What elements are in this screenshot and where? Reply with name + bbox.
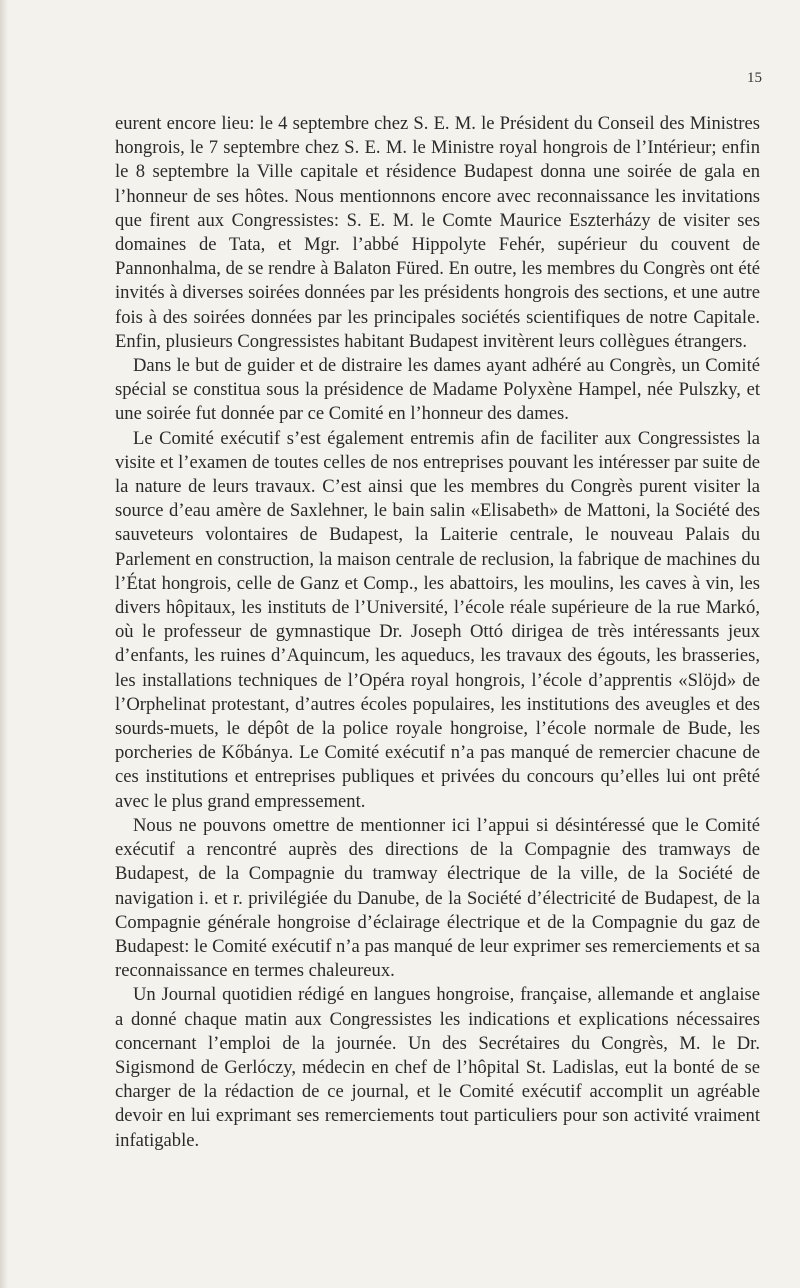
paragraph-2: Dans le but de guider et de distraire les dames ayant adhéré au Congrès, un Comité spécial se constitua sous la présidence de Madame Polyxène Hampel, née Pulszky, et une soirée fut donnée par ce Comité en l’honneur des dames. bbox=[115, 355, 760, 425]
page-edge-shadow bbox=[0, 0, 8, 1288]
body-text bbox=[115, 112, 760, 1153]
paragraph-1: eurent encore lieu: le 4 septembre chez S. E. M. le Président du Conseil des Ministres hongrois, le 7 septembre chez S. E. M. le Ministre royal hongrois de l’Intérieur; enfin le 8 septembre la Ville capitale et résidence Budapest donna une soirée de gala en l’honneur de ses hôtes. Nous mentionnons encore avec reconnaissance les invitations que firent aux Congressistes: S. E. M. le Comte Maurice Eszterházy de visiter ses domaines de Tata, et Mgr. l’abbé Hippolyte Fehér, supérieur du couvent de Pannonhalma, de se rendre à Balaton Füred. En outre, les membres du Congrès ont été invités à diverses soirées données par les présidents hongrois des sections, et une autre fois à des soirées données par les principales sociétés scientifiques de notre Capitale. Enfin, plusieurs Congressistes habitant Budapest invitèrent leurs collègues étrangers. bbox=[115, 113, 760, 352]
paragraph-3: Le Comité exécutif s’est également entremis afin de faciliter aux Congressistes la visite et l’examen de toutes celles de nos entreprises pouvant les intéresser par suite de la nature de leurs travaux. C’est ainsi que les membres du Congrès purent visiter la source d’eau amère de Saxlehner, le bain salin «Elisabeth» de Mattoni, la Société des sauveteurs volontaires de Budapest, la Laiterie centrale, le nouveau Palais du Parlement en construction, la maison centrale de reclusion, la fabrique de machines du l’État hongrois, celle de Ganz et Comp., les abattoirs, les moulins, les caves à vin, les divers hôpitaux, les instituts de l’Université, l’école réale supérieure de la rue Markó, où le professeur de gymnastique Dr. Joseph Ottó dirigea de très intéressants jeux d’enfants, les ruines d’Aquincum, les aqueducs, les travaux des égouts, les brasseries, les installations techniques de l’Opéra royal hongrois, l’école d’apprentis «Slöjd» de l’Orphelinat protestant, d’autres écoles populaires, les institutions des aveugles et des sourds-muets, le dépôt de la police royale hongroise, l’école normale de Bude, les porcheries de Kőbánya. Le Comité exécutif n’a pas manqué de remercier chacune de ces institutions et entreprises publiques et privées du concours qu’elles lui ont prêté avec le plus grand empressement. bbox=[115, 427, 760, 812]
paragraph-4: Nous ne pouvons omettre de mentionner ici l’appui si désintéressé que le Comité exécutif a rencontré auprès des directions de la Compagnie des tramways de Budapest, de la Compagnie du tramway électrique de la ville, de la Société de navigation i. et r. privilégiée du Danube, de la Société d’électricité de Budapest, de la Compagnie générale hongroise d’éclairage électrique et de la Compagnie du gaz de Budapest: le Comité exécutif n’a pas manqué de leur exprimer ses remerciements et sa reconnaissance en termes chaleureux. bbox=[115, 814, 760, 982]
page-number: 15 bbox=[747, 70, 762, 86]
paragraph-5: Un Journal quotidien rédigé en langues hongroise, française, allemande et anglaise a donné chaque matin aux Congressistes les indications et explications nécessaires concernant l’emploi de la journée. Un des Secrétaires du Congrès, M. le Dr. Sigismond de Gerlóczy, médecin en chef de l’hôpital St. Ladislas, eut la bonté de se charger de la rédaction de ce journal, et le Comité exécutif accomplit un agréable devoir en lui exprimant ses remerciements tout particuliers pour son activité vraiment infatigable. bbox=[115, 984, 760, 1151]
